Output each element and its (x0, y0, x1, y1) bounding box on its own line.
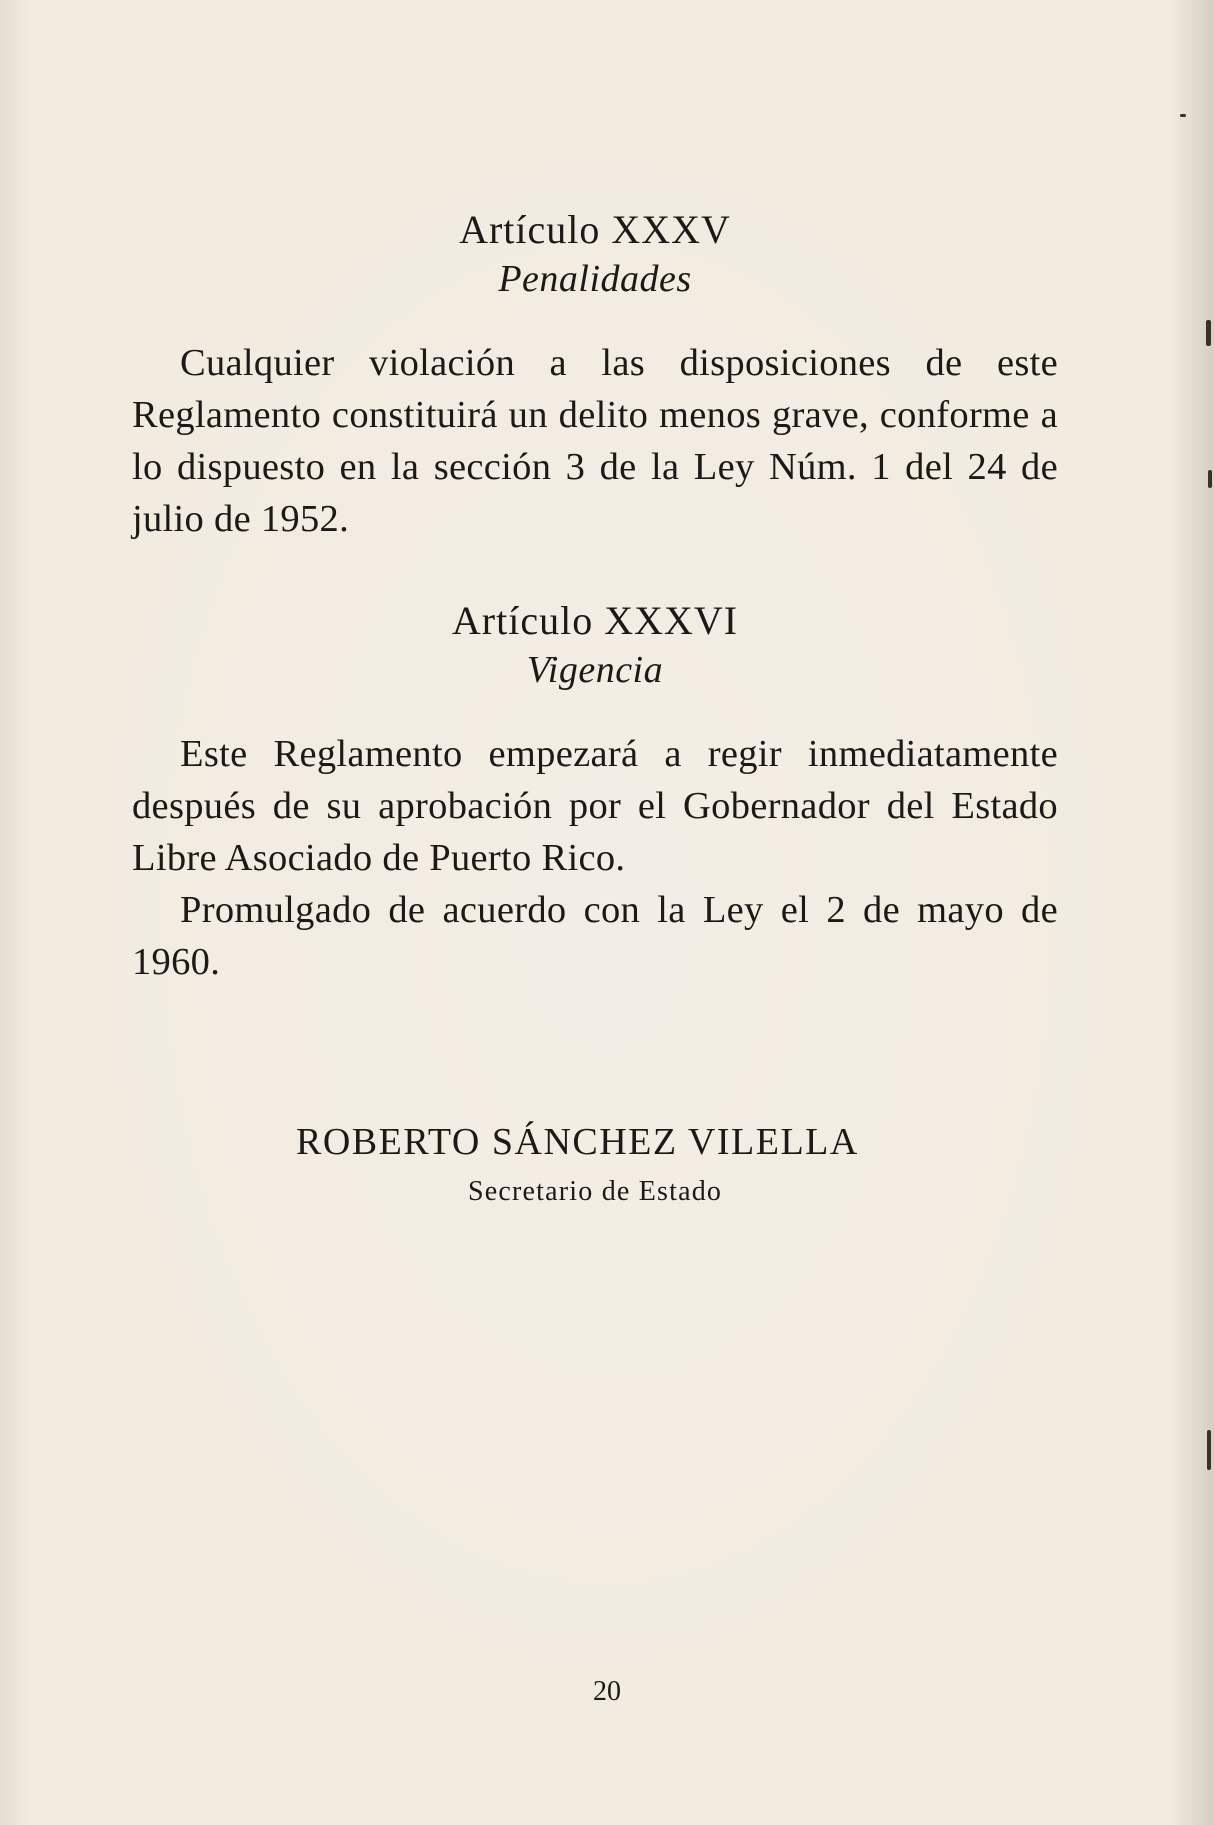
page-number: 20 (593, 1676, 621, 1707)
article-paragraph: Promulgado de acuerdo con la Ley el 2 de mayo de 1960. (132, 889, 1058, 983)
edge-speck (1180, 114, 1186, 117)
article-heading: Artículo XXXVI (451, 598, 739, 643)
edge-speck (1207, 1430, 1211, 1470)
article-subheading: Vigencia (526, 649, 664, 691)
article-paragraph: Este Reglamento empezará a regir inmediatamente después de su aprobación por el Gobernador del Estado Libre Asociado de Puerto Rico. (132, 733, 1058, 879)
edge-speck (1208, 470, 1212, 488)
article-heading: Artículo XXXV (459, 207, 731, 252)
signatory-title: Secretario de Estado (468, 1176, 723, 1207)
article-xxxvi (132, 596, 1058, 694)
article-xxxv-body (132, 337, 1058, 545)
signatory-name: ROBERTO SÁNCHEZ VILELLA (296, 1121, 859, 1163)
article-xxxv (132, 205, 1058, 303)
article-subheading: Penalidades (498, 258, 692, 300)
edge-speck (1206, 320, 1211, 346)
article-xxxvi-body (132, 728, 1058, 988)
article-paragraph: Cualquier violación a las disposiciones de este Reglamento constituirá un delito menos grave, conforme a lo dispuesto en la sección 3 de la Ley Núm. 1 del 24 de julio de 1952. (132, 342, 1058, 540)
